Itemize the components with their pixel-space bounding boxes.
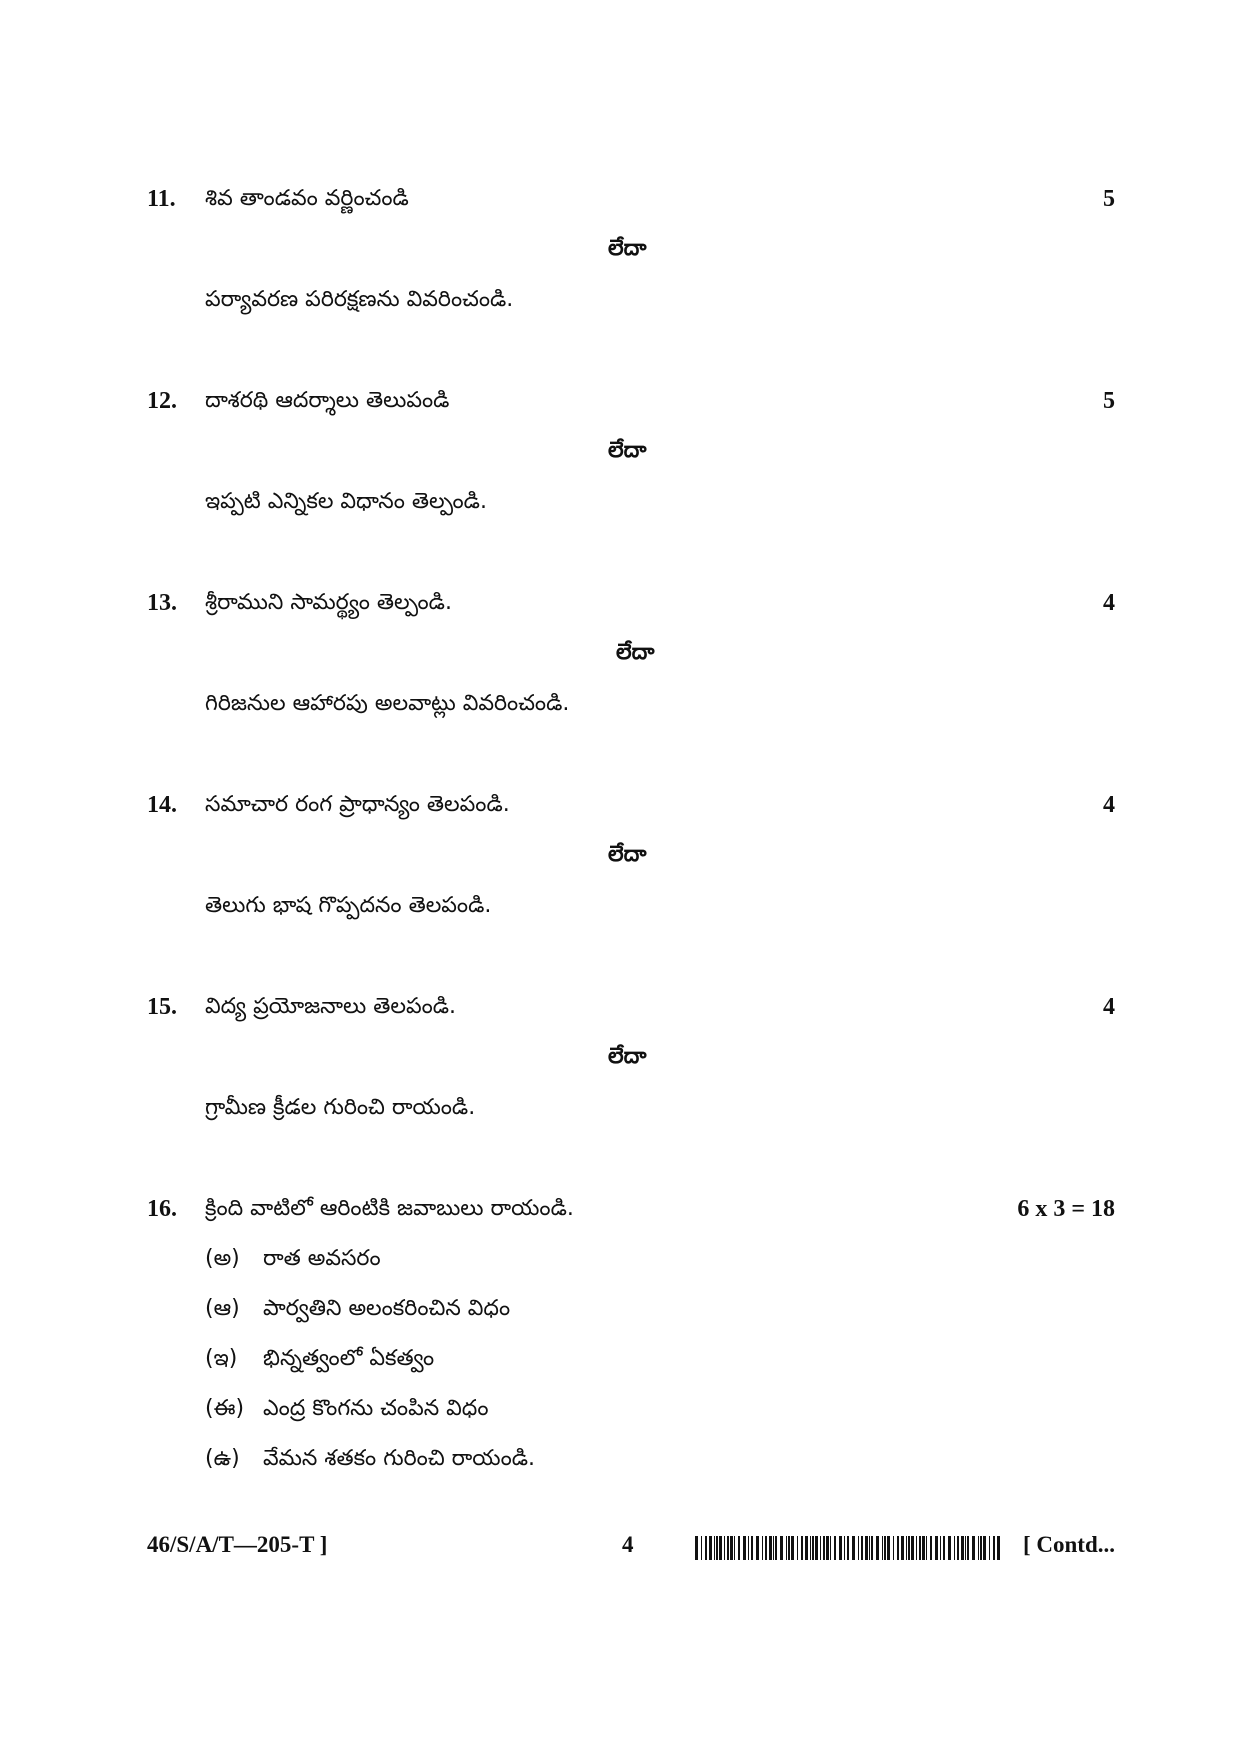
alternative-question: గ్రామీణ క్రీడల గురించి రాయండి.	[205, 1095, 476, 1120]
question-marks: 4	[1103, 590, 1115, 616]
sub-question	[205, 1246, 381, 1276]
sub-question	[205, 1346, 434, 1376]
question-marks: 5	[1103, 186, 1115, 212]
question-marks: 6 x 3 = 18	[1017, 1196, 1115, 1222]
question-number: 11.	[147, 186, 176, 212]
sub-question-label: (ఆ)	[205, 1296, 240, 1321]
question-text: శ్రీరాముని సామర్థ్యం తెల్పండి.	[205, 590, 452, 615]
or-label: లేదా	[608, 1044, 647, 1069]
question-text: దాశరథి ఆదర్శాలు తెలుపండి	[205, 388, 450, 413]
sub-question	[205, 1396, 489, 1426]
question-text: క్రింది వాటిలో ఆరింటికి జవాబులు రాయండి.	[205, 1196, 574, 1221]
or-label: లేదా	[616, 640, 655, 665]
continued-label: [ Contd...	[1022, 1532, 1115, 1557]
or-label: లేదా	[608, 438, 647, 463]
question-marks: 5	[1103, 388, 1115, 414]
question-number: 12.	[147, 388, 177, 414]
alternative-question: పర్యావరణ పరిరక్షణను వివరించండి.	[205, 287, 514, 312]
or-label: లేదా	[608, 842, 647, 867]
page-number: 4	[622, 1532, 634, 1557]
sub-question-label: (ఉ)	[205, 1446, 240, 1471]
alternative-question: గిరిజనుల ఆహారపు అలవాట్లు వివరించండి.	[205, 691, 570, 716]
question-number: 13.	[147, 590, 177, 616]
question-number: 16.	[147, 1196, 177, 1222]
or-label: లేదా	[608, 236, 647, 261]
sub-question-label: (అ)	[205, 1246, 240, 1271]
sub-question	[205, 1446, 535, 1476]
question-text: విద్య ప్రయోజనాలు తెలపండి.	[205, 994, 457, 1019]
sub-question-text: రాత అవసరం	[263, 1246, 381, 1271]
question-marks: 4	[1103, 994, 1115, 1020]
sub-question-label: (ఈ)	[205, 1396, 245, 1421]
question-text: సమాచార రంగ ప్రాధాన్యం తెలపండి.	[205, 792, 510, 817]
question-marks: 4	[1103, 792, 1115, 818]
sub-question-text: భిన్నత్వంలో ఏకత్వం	[263, 1346, 435, 1371]
sub-question	[205, 1296, 510, 1326]
alternative-question: తెలుగు భాష గొప్పదనం తెలపండి.	[205, 893, 492, 918]
question-number: 15.	[147, 994, 177, 1020]
sub-question-text: ఎంద్ర కొంగను చంపిన విధం	[263, 1396, 489, 1421]
question-number: 14.	[147, 792, 177, 818]
page-footer	[0, 1532, 1241, 1572]
barcode	[695, 1536, 1003, 1560]
sub-question-text: పార్వతిని అలంకరించిన విధం	[263, 1296, 511, 1321]
alternative-question: ఇప్పటి ఎన్నికల విధానం తెల్పండి.	[205, 489, 487, 514]
sub-question-text: వేమన శతకం గురించి రాయండి.	[263, 1446, 536, 1471]
paper-code: 46/S/A/T—205-T ]	[147, 1532, 328, 1557]
sub-question-label: (ఇ)	[205, 1346, 238, 1371]
question-text: శివ తాండవం వర్ణించండి	[205, 186, 409, 211]
